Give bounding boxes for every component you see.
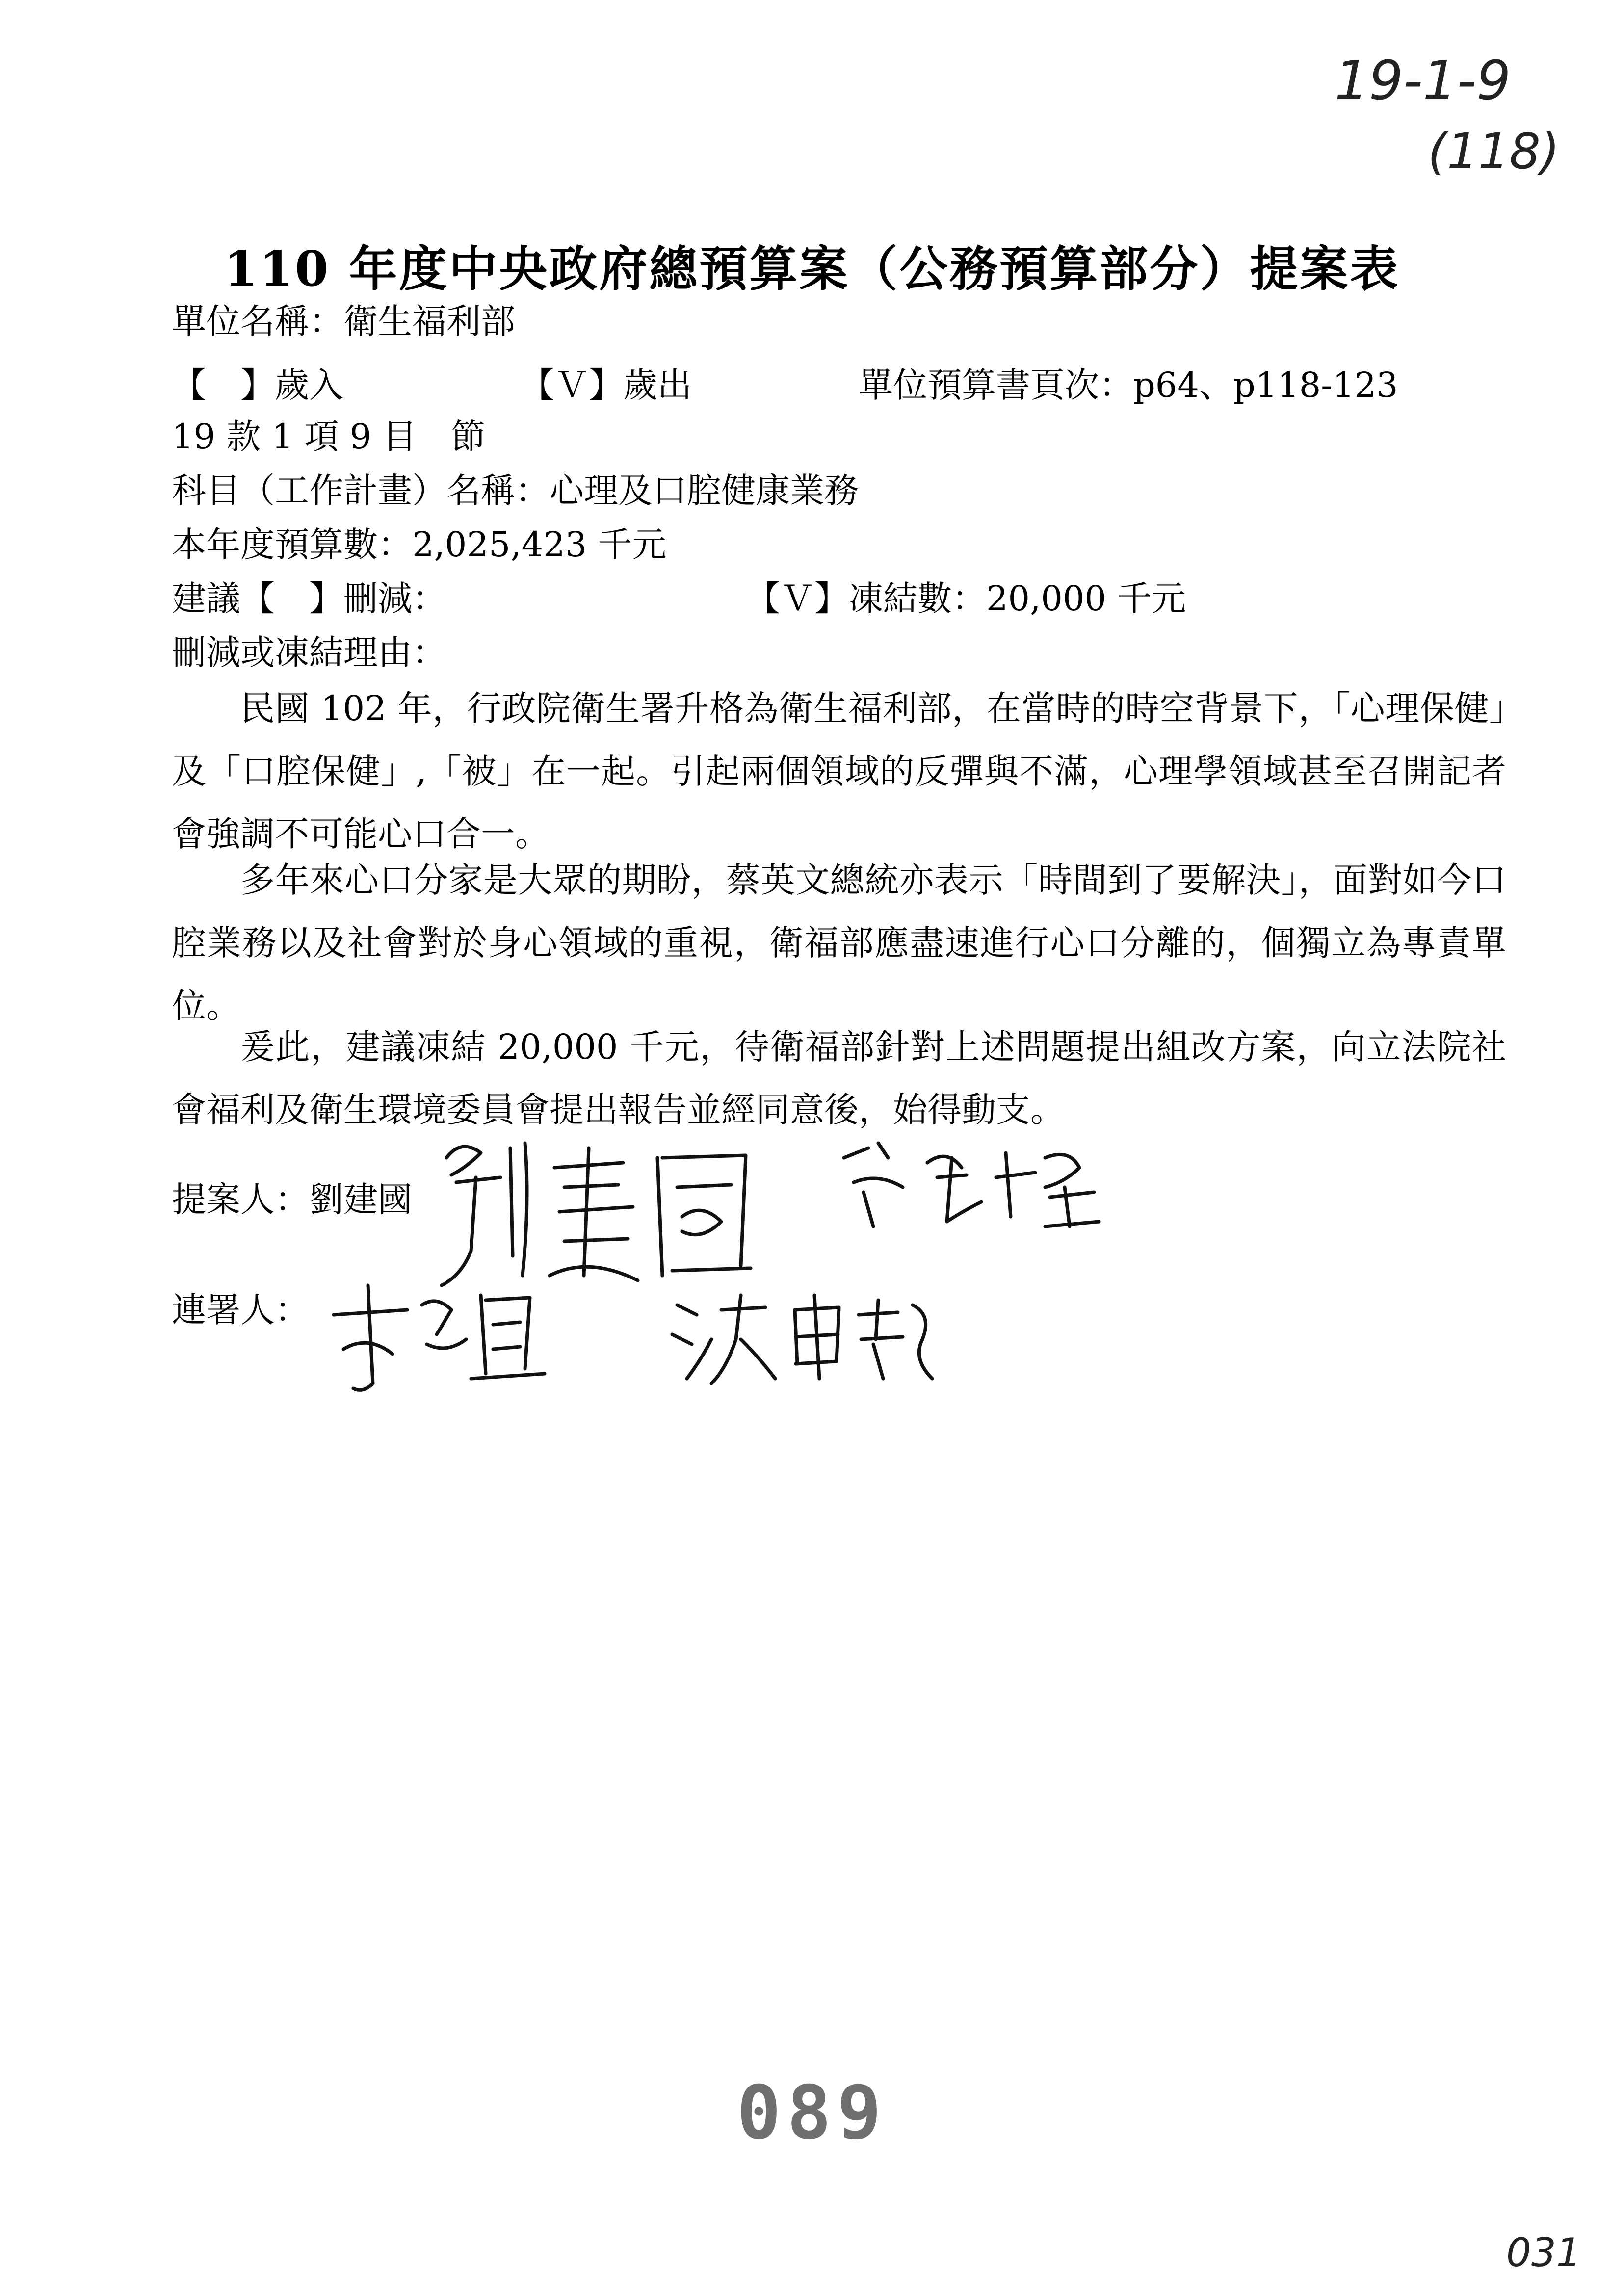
- section-numbers: 19 款 1 項 9 目 節: [172, 417, 486, 457]
- cosigner-label: 連署人：: [172, 1290, 309, 1330]
- reason-paragraph-1: 民國 102 年，行政院衛生署升格為衛生福利部，在當時的時空背景下，「心理保健」及「口腔保健」,「被」在一起。引起兩個領域的反彈與不滿，心理學領域甚至召開記者會強調不可能心口合一。: [172, 688, 1506, 854]
- subject-name: 科目（工作計畫）名稱：心理及口腔健康業務: [172, 470, 859, 511]
- signature-proposer: [427, 1128, 770, 1290]
- handwritten-date-note: 19-1-9: [1335, 49, 1511, 112]
- page-title: 110 年度中央政府總預算案（公務預算部分）提案表: [224, 241, 1400, 297]
- freeze-amount: 【Ｖ】凍結數：20,000 千元: [746, 578, 1186, 619]
- unit-name: 單位名稱：衛生福利部: [172, 301, 515, 341]
- signature-cosigner-left: [324, 1276, 559, 1398]
- reason-paragraph-2: 多年來心口分家是大眾的期盼，蔡英文總統亦表示「時間到了要解決」，面對如今口腔業務以及社會對於身心領域的重視，衛福部應盡速進行心口分離的，個獨立為專責單位。: [172, 860, 1506, 1026]
- signature-cosigner-right: [667, 1280, 942, 1388]
- proposer-label: 提案人：劉建國: [172, 1179, 412, 1220]
- budget-pages: 單位預算書頁次：p64、p118-123: [859, 365, 1398, 405]
- budget-amount: 本年度預算數：2,025,423 千元: [172, 524, 667, 565]
- reason-paragraph-3: 爰此，建議凍結 20,000 千元，待衛福部針對上述問題提出組改方案，向立法院社會福利及衛生環境委員會提出報告並經同意後，始得動支。: [172, 1027, 1506, 1130]
- handwritten-code-note: (118): [1428, 123, 1560, 180]
- reason-label: 刪減或凍結理由：: [172, 632, 446, 673]
- expenditure-checkbox: 【Ｖ】歲出: [520, 365, 692, 405]
- revenue-checkbox: 【 】歲入: [172, 365, 343, 405]
- page-number-stamp: 089: [736, 2070, 888, 2156]
- suggest-cut: 建議【 】刪減：: [172, 578, 446, 619]
- signature-cosigner-top: [834, 1128, 1128, 1236]
- handwritten-corner-note: 031: [1506, 2230, 1581, 2275]
